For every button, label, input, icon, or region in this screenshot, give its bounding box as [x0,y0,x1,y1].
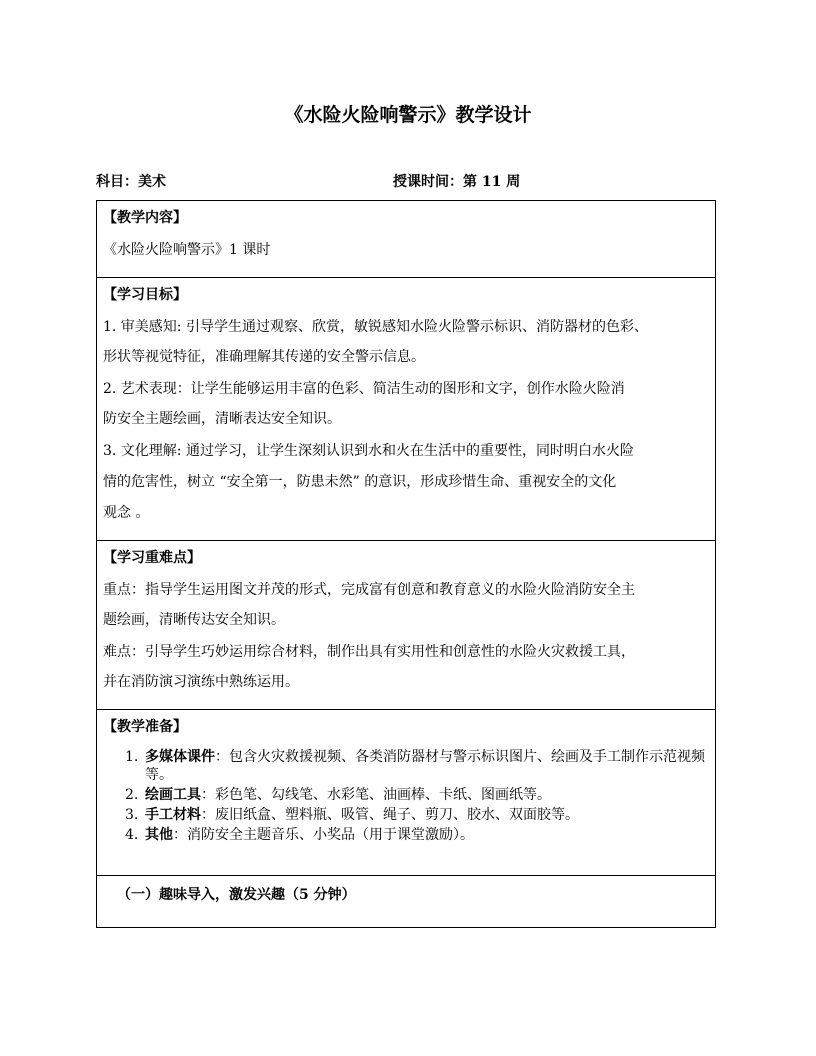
section-teaching-content [97,201,715,278]
section-heading: 【教学内容】 [103,210,187,226]
item-text: ：消防安全主题音乐、小奖品（用于课堂激励）。 [173,827,474,843]
list-item [125,748,707,784]
section-learning-objectives [97,278,715,541]
section-teaching-process [97,876,715,927]
list-item [125,806,707,824]
lesson-plan-table [96,200,716,928]
content-line: 《水险火险响警示》1 课时 [103,242,271,258]
item-label: 其他 [145,827,173,843]
objective-line: 观念 。 [103,505,150,521]
item-number: 2. [125,787,139,803]
item-number: 4. [125,827,139,843]
keypoint-line: 并在消防演习演练中熟练运用。 [103,674,299,690]
list-item [125,786,707,804]
keypoint-line: 难点：引导学生巧妙运用综合材料，制作出具有实用性和创意性的水险火灾救援工具， [103,644,635,660]
document-title: 《水险火险响警示》教学设计 [284,104,532,126]
item-label: 绘画工具 [145,787,201,803]
preparation-list [125,748,707,846]
objective-line: 1. 审美感知: 引导学生通过观察、欣赏，敏锐感知水险火险警示标识、消防器材的色彩、 [103,319,648,335]
keypoint-line: 重点：指导学生运用图文并茂的形式，完成富有创意和教育意义的水险火险消防安全主 [103,582,635,598]
item-text: ：包含火灾救援视频、各类消防器材与警示标识图片、绘画及手工制作示范视频等。 [145,749,705,783]
item-number: 1. [125,749,139,765]
section-heading: 【教学准备】 [103,719,187,735]
class-time-label: 授课时间：第 11 周 [393,174,521,190]
objective-line: 2. 艺术表现：让学生能够运用丰富的色彩、简洁生动的图形和文字，创作水险火险消 [103,381,625,397]
keypoint-line: 题绘画，清晰传达安全知识。 [103,612,285,628]
item-label: 多媒体课件 [145,749,215,765]
objective-line: 防安全主题绘画，清晰表达安全知识。 [103,411,341,427]
section-key-difficult-points [97,541,715,710]
section-heading: 【学习目标】 [103,287,187,303]
section-heading: （一）趣味导入，激发兴趣（5 分钟） [117,887,356,903]
item-label: 手工材料 [145,807,201,823]
section-teaching-preparation [97,710,715,876]
item-text: ：废旧纸盒、塑料瓶、吸管、绳子、剪刀、胶水、双面胶等。 [201,807,579,823]
section-heading: 【学习重难点】 [103,550,201,566]
objective-line: 形状等视觉特征，准确理解其传递的安全警示信息。 [103,349,425,365]
list-item [125,826,707,844]
item-text: ：彩色笔、勾线笔、水彩笔、油画棒、卡纸、图画纸等。 [201,787,551,803]
objective-line: 情的危害性，树立 “安全第一，防患未然” 的意识，形成珍惜生命、重视安全的文化 [103,474,617,490]
item-number: 3. [125,807,139,823]
subject-label: 科目：美术 [96,174,166,190]
objective-line: 3. 文化理解: 通过学习，让学生深刻认识到水和火在生活中的重要性，同时明白水火险 [103,443,634,459]
